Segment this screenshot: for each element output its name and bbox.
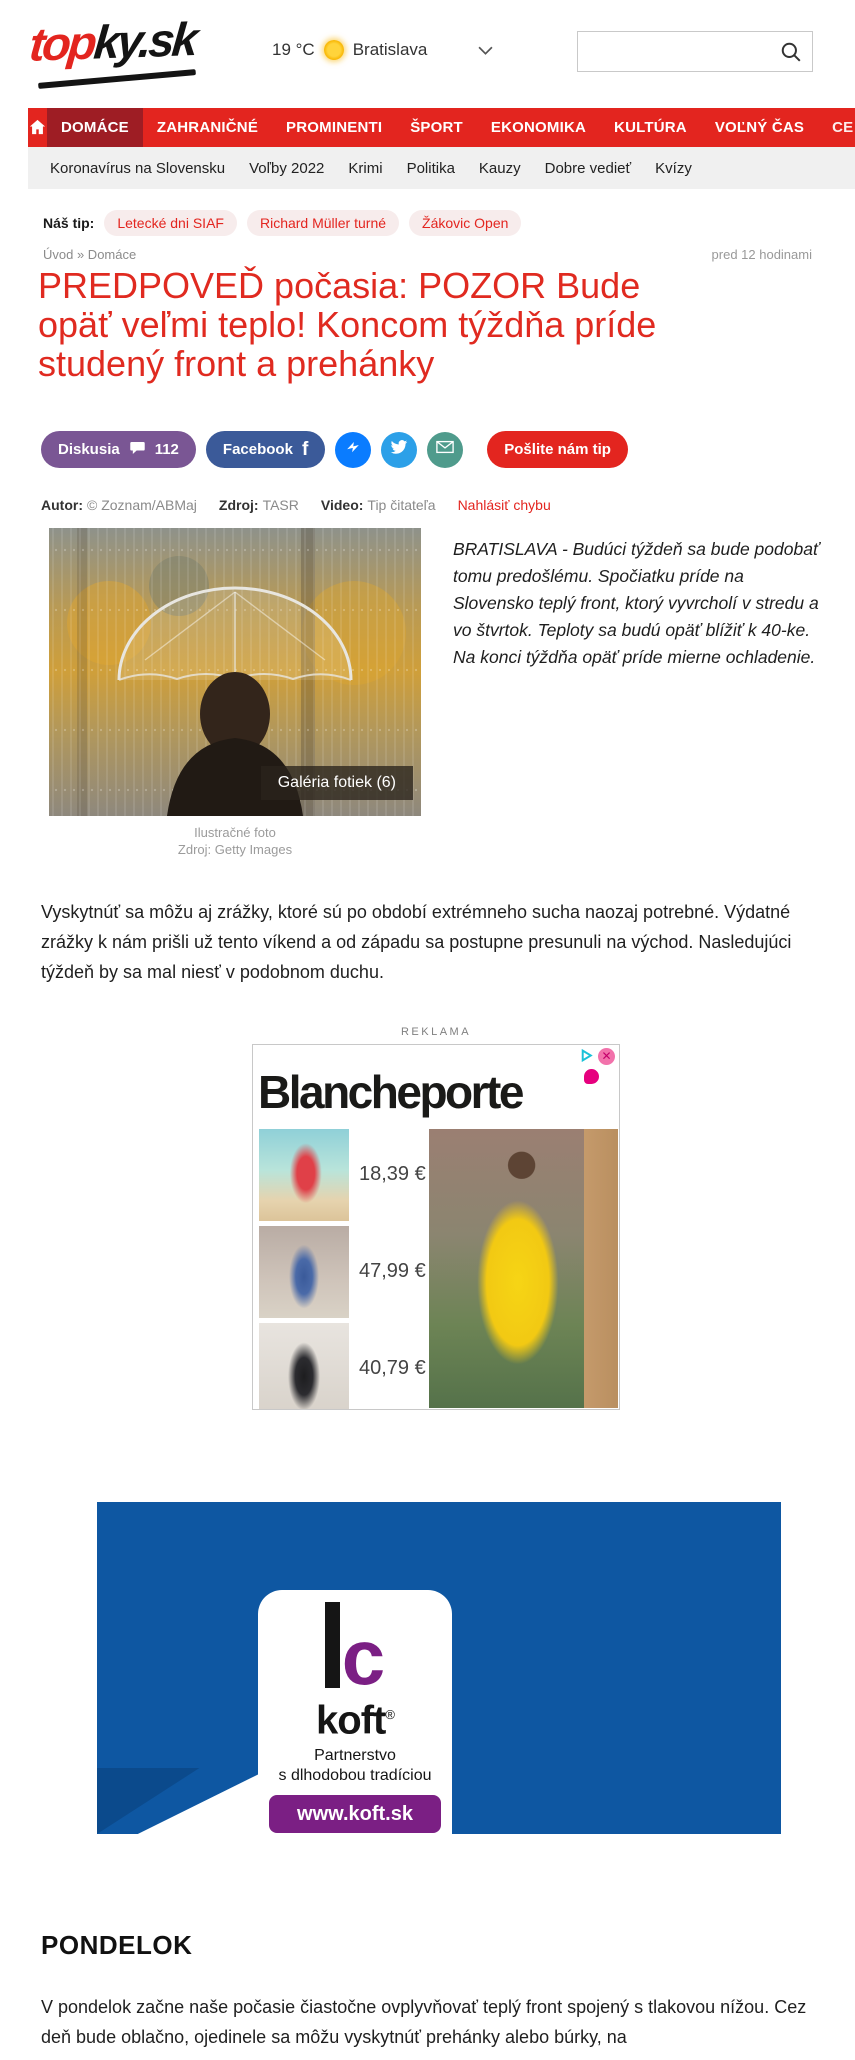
koft-logo-icon (258, 1602, 452, 1701)
ad-price-3: 40,79 € (359, 1357, 426, 1379)
source-value: TASR (262, 497, 299, 513)
koft-card (258, 1590, 452, 1834)
author-value: © Zoznam/ABMaj (87, 497, 197, 513)
article-paragraph-1: Vyskytnúť sa môžu aj zrážky, ktoré sú po období extrémneho sucha naozaj potrebné. Výdatné zrážky k nám prišli už tento víkend a od západu sa postupne presunuli na východ. Nasledujúci týždeň by sa mal niesť v podobnom duchu. (41, 902, 792, 982)
article-image[interactable] (49, 528, 421, 816)
ad-price-2: 47,99 € (359, 1260, 426, 1282)
subnav-item-kvizy[interactable]: Kvízy (655, 159, 692, 177)
section-heading-pondelok: PONDELOK (41, 1930, 193, 1960)
source-label: Zdroj: (218, 497, 259, 513)
ad-product-black-dress[interactable] (259, 1323, 349, 1410)
facebook-share-button[interactable] (206, 431, 325, 468)
author-label: Autor: (41, 497, 83, 513)
koft-tagline-line1: Partnerstvo (314, 1747, 396, 1765)
tip-link-siaf[interactable]: Letecké dni SIAF (104, 210, 237, 236)
subnav-item-kauzy[interactable]: Kauzy (478, 159, 521, 177)
meta-author (41, 497, 197, 513)
tip-link-muller[interactable]: Richard Müller turné (247, 210, 399, 236)
envelope-icon (436, 440, 454, 459)
registered-mark: ® (385, 1707, 394, 1722)
koft-tagline (258, 1746, 452, 1786)
page-title-line2: opäť veľmi teplo! Koncom týždňa príde (38, 304, 657, 345)
article-meta (41, 497, 551, 513)
koft-logo-stem (325, 1602, 340, 1688)
subnav-item-politika[interactable]: Politika (406, 159, 455, 177)
article-age: pred 12 hodinami (711, 247, 812, 262)
facebook-icon: f (301, 438, 309, 460)
discussion-button[interactable] (41, 431, 196, 468)
meta-video (321, 497, 436, 513)
email-share-button[interactable] (427, 432, 463, 468)
blancheporte-logo-dot (584, 1069, 599, 1084)
ad-photo-yellow-dress[interactable] (429, 1129, 618, 1408)
nav-item-kultura[interactable]: KULTÚRA (614, 119, 687, 136)
discussion-count: 112 (154, 441, 179, 458)
tips-row (43, 210, 521, 236)
page-title-line3: studený front a prehánky (38, 343, 435, 384)
messenger-icon (344, 438, 362, 461)
tip-link-zakovic[interactable]: Žákovic Open (409, 210, 521, 236)
facebook-label: Facebook (222, 441, 293, 458)
ad-product-bikini[interactable] (259, 1129, 349, 1221)
report-error-link[interactable]: Nahlásiť chybu (457, 497, 551, 513)
breadcrumb-row (43, 247, 812, 262)
twitter-share-button[interactable] (381, 432, 417, 468)
nav-item-zahranicne[interactable]: ZAHRANIČNÉ (156, 119, 259, 136)
caption-line1: Ilustračné foto (194, 825, 276, 840)
nav-item-cestovanie-cut[interactable]: CE (832, 119, 854, 136)
article-lead: BRATISLAVA - Budúci týždeň sa bude podobať tomu predošlému. Spočiatku príde na Slovensko teplý front, ktorý vyvrcholí v stredu a vo štvrtok. Teploty sa budú opäť blížiť k 40-ke. Na konci týždňa opäť príde mierne ochladenie. (453, 539, 820, 667)
speech-bubble-icon (129, 440, 146, 460)
koft-tagline-line2: s dlhodobou tradíciou (278, 1767, 432, 1785)
meta-source (219, 497, 299, 513)
koft-brand: koft® (316, 1698, 394, 1743)
tips-label: Náš tip: (43, 215, 95, 231)
social-share-row (41, 431, 628, 468)
ad-close-icon[interactable]: ✕ (598, 1048, 615, 1065)
subnav-item-koronavirus[interactable]: Koronavírus na Slovensku (50, 159, 226, 177)
send-tip-label: Pošlite nám tip (504, 441, 611, 458)
weather-temp: 19 °C (272, 40, 315, 59)
chevron-down-icon[interactable] (478, 40, 493, 60)
subnav-item-volby[interactable]: Voľby 2022 (249, 159, 325, 177)
subnav-item-dobre-vediet[interactable]: Dobre vedieť (544, 159, 632, 177)
nav-item-domace[interactable]: DOMÁCE (47, 108, 143, 147)
ad-section (252, 1026, 620, 1410)
gallery-link[interactable]: Galéria fotiek (6) (261, 766, 413, 800)
search-box (577, 31, 813, 72)
weather-city: Bratislava (352, 40, 428, 59)
adchoices-icon[interactable] (580, 1049, 593, 1067)
sun-icon (324, 40, 344, 60)
ad-label: REKLAMA (400, 1026, 472, 1038)
page-title-line1: PREDPOVEĎ počasia: POZOR Bude (38, 265, 641, 306)
search-icon[interactable] (780, 41, 802, 68)
home-icon[interactable] (28, 108, 47, 147)
site-logo[interactable] (27, 12, 240, 84)
ad-price-1: 18,39 € (359, 1163, 426, 1185)
subnav-item-krimi[interactable]: Krimi (348, 159, 383, 177)
main-navigation (28, 108, 855, 147)
koft-logo-c: c (341, 1613, 386, 1701)
nav-item-ekonomika[interactable]: EKONOMIKA (490, 119, 587, 136)
sub-navigation (28, 147, 855, 189)
nav-item-sport[interactable]: ŠPORT (410, 119, 463, 136)
twitter-icon (390, 438, 408, 461)
messenger-share-button[interactable] (335, 432, 371, 468)
video-value: Tip čitateľa (367, 497, 436, 513)
ad-product-blue-dress[interactable] (259, 1226, 349, 1318)
site-logo-text: topky.sk (27, 12, 198, 71)
send-tip-button[interactable] (487, 431, 628, 468)
nav-item-volny-cas[interactable]: VOĽNÝ ČAS (714, 119, 805, 136)
logo-swoosh (38, 69, 196, 89)
blancheporte-logo[interactable]: Blancheporte (258, 1066, 522, 1118)
koft-url-button[interactable]: www.koft.sk (269, 1795, 441, 1833)
nav-item-prominenti[interactable]: PROMINENTI (286, 119, 383, 136)
weather-widget[interactable] (272, 40, 493, 60)
video-label: Video: (320, 497, 364, 513)
article-paragraph-2: V pondelok začne naše počasie čiastočne ovplyvňovať teplý front spojený s tlakovou nížou. Cez deň bude oblačno, ojedinele sa môžu vyskytnúť prehánky alebo búrky, na (41, 1997, 807, 2047)
discussion-label: Diskusia (58, 441, 120, 458)
page-title (38, 266, 818, 383)
breadcrumb[interactable]: Úvod » Domáce (43, 247, 137, 262)
search-input[interactable] (586, 36, 776, 67)
image-caption (49, 824, 421, 858)
blancheporte-ad[interactable] (252, 1044, 620, 1410)
caption-line2: Zdroj: Getty Images (177, 842, 293, 857)
koft-ad[interactable] (97, 1502, 781, 1834)
